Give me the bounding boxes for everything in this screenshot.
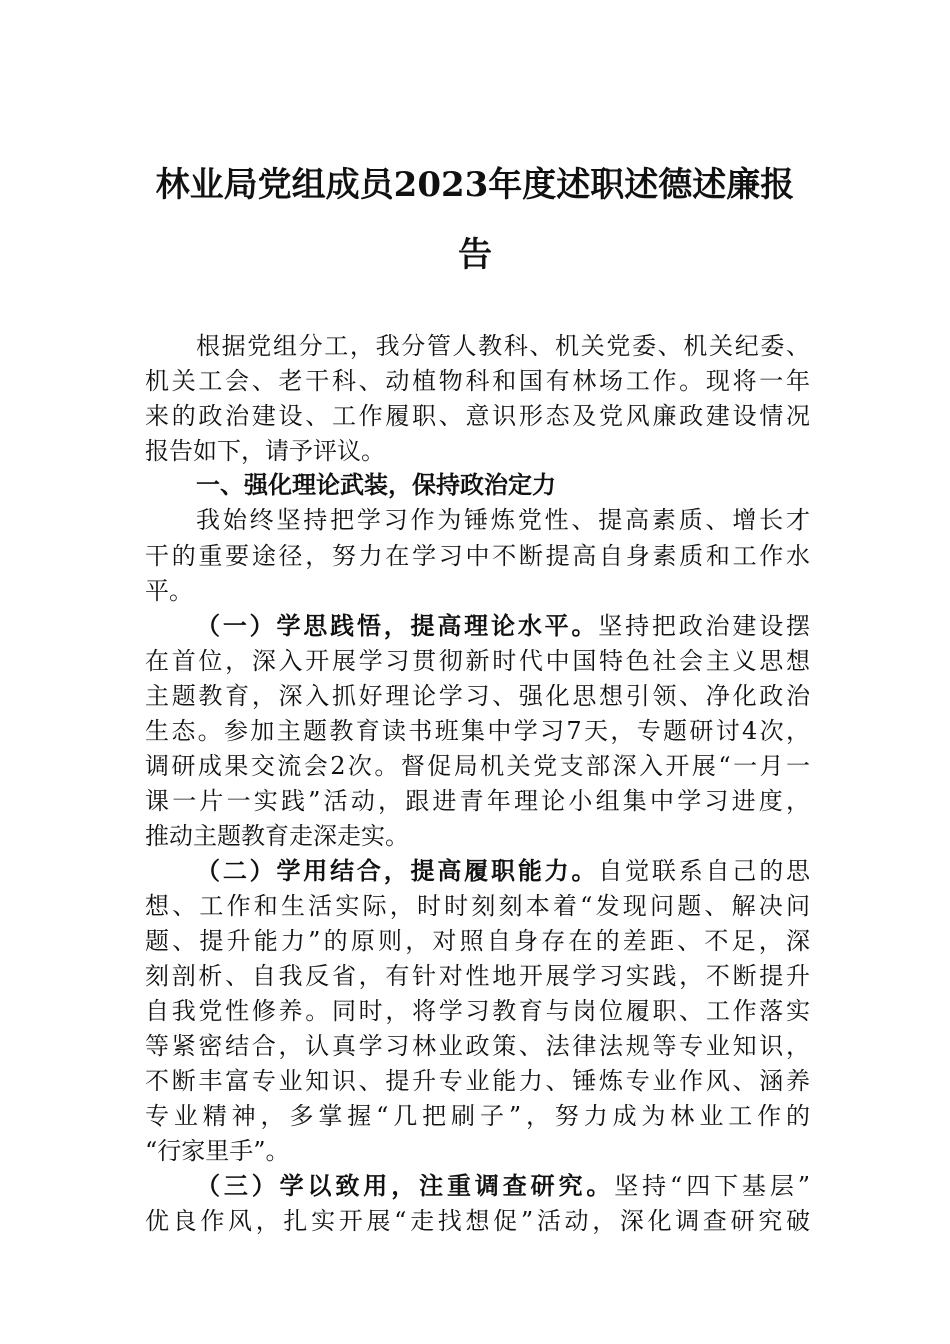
intro-line: 机关工会、老干科、动植物科和国有林场工作。现将一年 xyxy=(145,367,810,395)
subsection-line: 专业精神，多掌握“几把刷子”，努力成为林业工作的 xyxy=(145,1102,810,1130)
subsection-line: 调研成果交流会2次。督促局机关党支部深入开展“一月一 xyxy=(145,752,810,780)
subsection-title: （三）学以致用，注重调查研究。 xyxy=(196,1171,615,1200)
subsection-line: 刻剖析、自我反省，有针对性地开展学习实践，不断提升 xyxy=(145,962,810,990)
subsection-text: 坚持“四下基层” xyxy=(614,1172,810,1200)
subsection-line: 自我党性修养。同时，将学习教育与岗位履职、工作落实 xyxy=(145,997,810,1025)
subsection-line: 推动主题教育走深走实。 xyxy=(145,822,409,850)
document-title-line-2: 告 xyxy=(458,235,492,275)
subsection-line: 优良作风，扎实开展“走找想促”活动，深化调查研究破 xyxy=(145,1207,810,1235)
subsection-line: 主题教育，深入抓好理论学习、强化思想引领、净化政治 xyxy=(145,682,810,710)
subsection-line: 不断丰富专业知识、提升专业能力、锤炼专业作风、涵养 xyxy=(145,1067,810,1095)
section-body-line: 干的重要途径，努力在学习中不断提高自身素质和工作水 xyxy=(145,542,810,570)
section-heading: 一、强化理论武装，保持政治定力 xyxy=(196,471,556,499)
subsection-first-line xyxy=(196,856,810,886)
subsection-line: 想、工作和生活实际，时时刻刻本着“发现问题、解决问 xyxy=(145,892,810,920)
subsection-first-line xyxy=(196,611,810,641)
subsection-line: 生态。参加主题教育读书班集中学习7天，专题研讨4次， xyxy=(145,717,810,745)
intro-line: 报告如下，请予评议。 xyxy=(145,437,385,465)
subsection-line: 等紧密结合，认真学习林业政策、法律法规等专业知识， xyxy=(145,1032,810,1060)
subsection-line: 在首位，深入开展学习贯彻新时代中国特色社会主义思想 xyxy=(145,647,810,675)
subsection-line: 题、提升能力”的原则，对照自身存在的差距、不足，深 xyxy=(145,927,810,955)
intro-line: 根据党组分工，我分管人教科、机关党委、机关纪委、 xyxy=(196,332,810,360)
subsection-text: 自觉联系自己的思 xyxy=(598,857,811,885)
document-title-line-1: 林业局党组成员2023年度述职述德述廉报 xyxy=(155,165,795,205)
subsection-text: 坚持把政治建设摆 xyxy=(598,612,811,640)
subsection-title: （二）学用结合，提高履职能力。 xyxy=(196,856,599,885)
subsection-line: “行家里手”。 xyxy=(145,1137,290,1165)
section-body-line: 我始终坚持把学习作为锤炼党性、提高素质、增长才 xyxy=(196,506,810,534)
subsection-title: （一）学思践悟，提高理论水平。 xyxy=(196,611,599,640)
subsection-line: 课一片一实践”活动，跟进青年理论小组集中学习进度， xyxy=(145,787,810,815)
subsection-first-line xyxy=(196,1171,810,1201)
section-body-line: 平。 xyxy=(145,577,193,605)
intro-line: 来的政治建设、工作履职、意识形态及党风廉政建设情况 xyxy=(145,402,810,430)
